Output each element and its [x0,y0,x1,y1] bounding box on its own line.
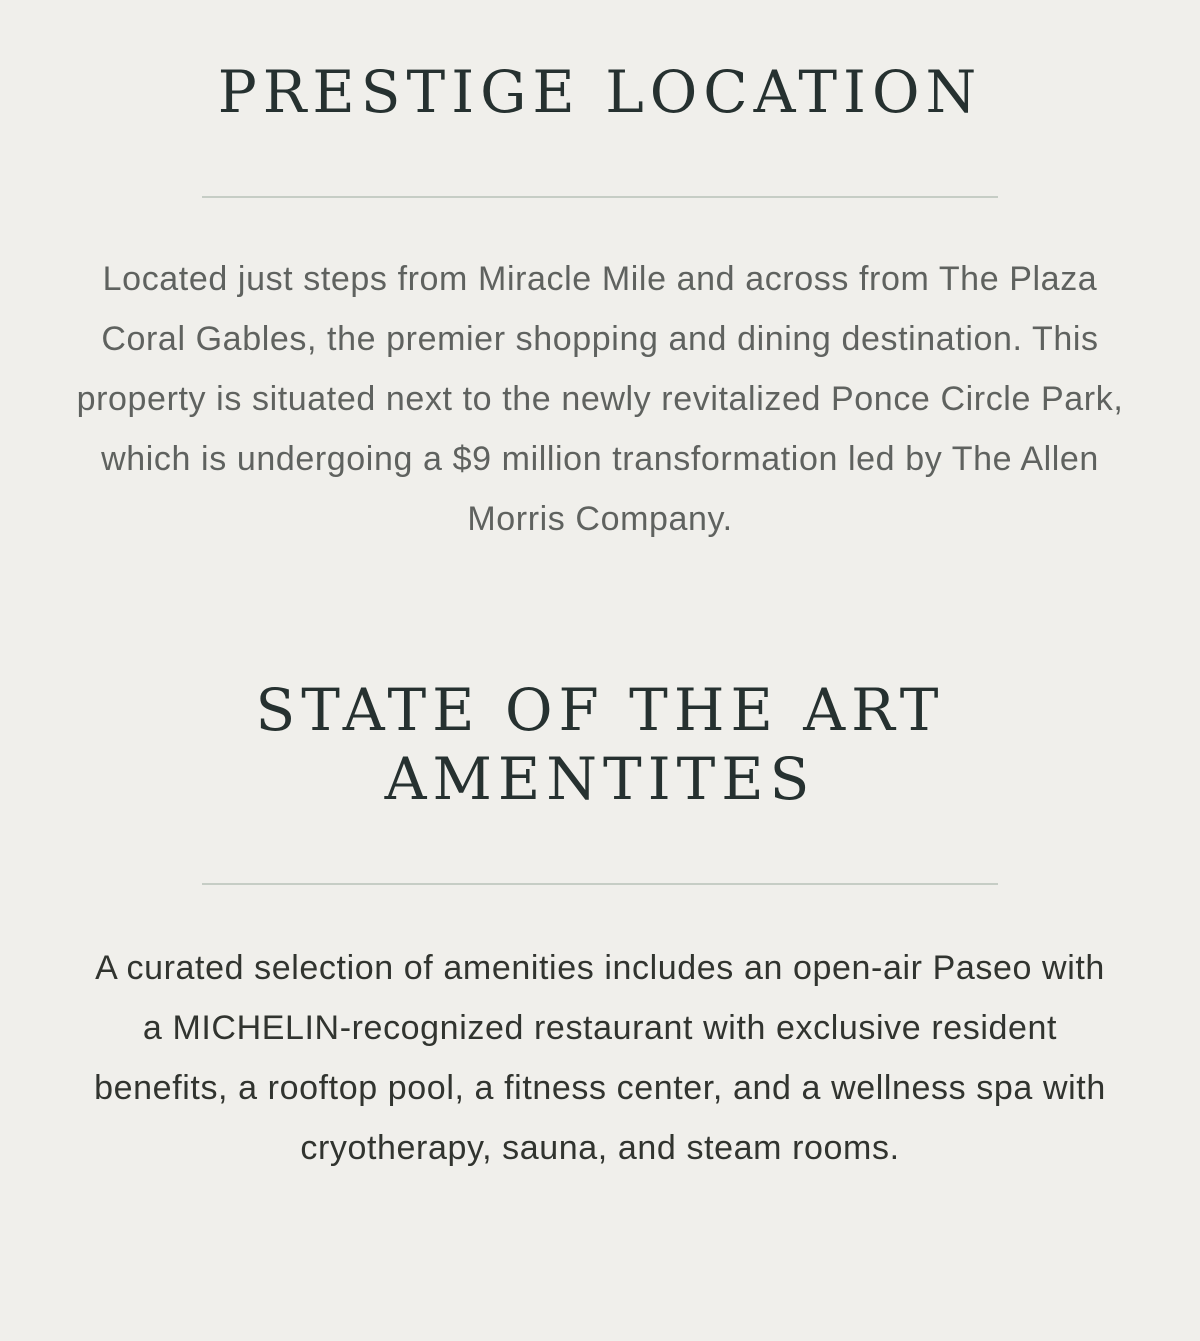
section-divider [202,196,998,198]
section-body: Located just steps from Miracle Mile and across from The Plaza Coral Gables, the premier shopping and dining destination. This property is situated next to the newly revitalized Ponce Circle Park, which is undergoing a $9 million transformation led by The Allen Morris Company. [76,260,1124,538]
section-heading [0,676,1200,814]
prestige-location-section [0,58,1200,549]
section-heading-line: STATE OF THE ART [255,676,945,744]
section-heading-line: AMENTITES [384,745,816,813]
section-body: A curated selection of amenities includes an open-air Paseo with a MICHELIN-recognized restaurant with exclusive resident benefits, a rooftop pool, a fitness center, and a wellness spa with cryotherapy, sauna, and steam rooms. [94,949,1106,1167]
section-heading: PRESTIGE LOCATION [217,58,983,126]
section-divider [202,883,998,885]
amenities-section [0,676,1200,1178]
